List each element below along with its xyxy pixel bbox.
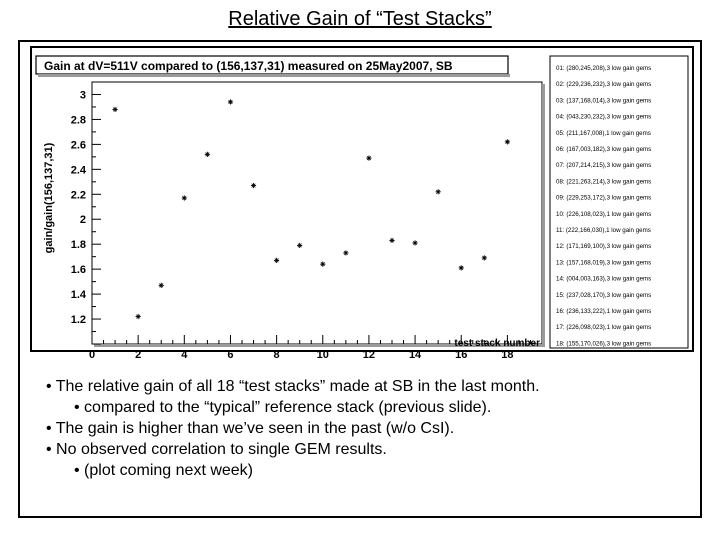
data-point (251, 183, 256, 188)
y-tick-label: 1.2 (70, 314, 86, 327)
bullet: • No observed correlation to single GEM results. (46, 441, 387, 458)
x-tick-label: 0 (88, 349, 96, 361)
data-point (436, 189, 441, 194)
data-point (320, 262, 325, 267)
y-tick-label: 2.8 (70, 114, 86, 127)
x-axis-label: test stack number (454, 338, 540, 349)
y-tick-label: 1.8 (70, 239, 86, 252)
y-axis-label: gain/gain(156,137,31) (43, 142, 55, 254)
data-point (482, 255, 487, 260)
scatter-chart (32, 48, 692, 361)
data-point (112, 107, 117, 112)
data-point (136, 314, 141, 319)
legend-entry: 13: (157,168,019),3 low gain gems (556, 259, 652, 267)
data-point (297, 243, 302, 248)
bullet: • The relative gain of all 18 “test stacks” made at SB in the last month. (46, 378, 540, 395)
sub-bullet: • compared to the “typical” reference stack (previous slide). (74, 399, 492, 416)
data-point (459, 265, 464, 270)
data-point (366, 156, 371, 161)
data-point (343, 250, 348, 255)
y-tick-label: 2 (79, 214, 86, 227)
legend-entry: 12: (171,169,100),3 low gain gems (556, 243, 652, 251)
legend-entry: 03: (137,168,014),3 low gain gems (556, 97, 652, 105)
legend-entry: 15: (237,028,170),3 low gain gems (556, 291, 652, 299)
data-point (182, 195, 187, 200)
x-tick-label: 6 (227, 349, 234, 361)
data-point (159, 283, 164, 288)
y-tick-label: 1.6 (70, 264, 86, 277)
legend-entry: 07: (207,214,215),3 low gain gems (556, 162, 652, 170)
legend-entry: 05: (211,167,008),1 low gain gems (556, 129, 651, 137)
data-point (389, 238, 394, 243)
x-tick-label: 10 (316, 349, 329, 361)
bullet-list (46, 376, 696, 481)
legend-entry: 02: (229,236,232),3 low gain gems (556, 81, 652, 89)
y-tick-label: 2.2 (70, 189, 86, 202)
legend-entry: 10: (226,108,023),1 low gain gems (556, 210, 652, 218)
y-tick-label: 1.4 (70, 289, 86, 302)
bullet: • The gain is higher than we’ve seen in the past (w/o CsI). (46, 420, 455, 437)
legend-entry: 18: (155,170,026),3 low gain gems (556, 340, 652, 348)
plot-area (92, 82, 542, 344)
sub-bullet: • (plot coming next week) (74, 462, 254, 479)
data-point (228, 99, 233, 104)
legend-entry: 01: (280,245,208),3 low gain gems (556, 65, 652, 72)
x-tick-label: 4 (181, 349, 188, 361)
legend-entry: 11: (222,166,030),1 low gain gems (556, 227, 651, 234)
y-tick-label: 3 (79, 89, 86, 102)
data-point (274, 258, 279, 263)
legend-entry: 14: (004,003,163),3 low gain gems (556, 275, 652, 283)
legend-entry: 17: (226,098,023),1 low gain gems (556, 324, 652, 332)
x-tick-label: 12 (362, 349, 376, 361)
data-point (412, 240, 417, 245)
legend-entry: 06: (167,003,182),3 low gain gems (556, 146, 652, 153)
x-tick-label: 16 (455, 349, 468, 361)
legend-entry: 04: (043,230,232),3 low gain gems (556, 113, 652, 121)
x-tick-label: 18 (501, 349, 514, 361)
legend-entry: 16: (236,133,222),1 low gain gems (556, 308, 652, 315)
legend-entry: 09: (229,253,172),3 low gain gems (556, 194, 652, 202)
data-point (205, 152, 210, 157)
y-tick-label: 2.4 (70, 164, 86, 177)
legend-entry: 08: (221,263,214),3 low gain gems (556, 178, 652, 186)
chart-title: Gain at dV=511V compared to (156,137,31) measured on 25May2007, SB (44, 59, 453, 73)
x-tick-label: 2 (135, 349, 142, 361)
data-point (505, 139, 510, 144)
x-tick-label: 14 (408, 349, 422, 361)
y-tick-label: 2.6 (70, 139, 86, 152)
slide-title: Relative Gain of “Test Stacks” (228, 8, 492, 30)
plot-panel (30, 46, 694, 361)
x-tick-label: 8 (273, 349, 280, 361)
